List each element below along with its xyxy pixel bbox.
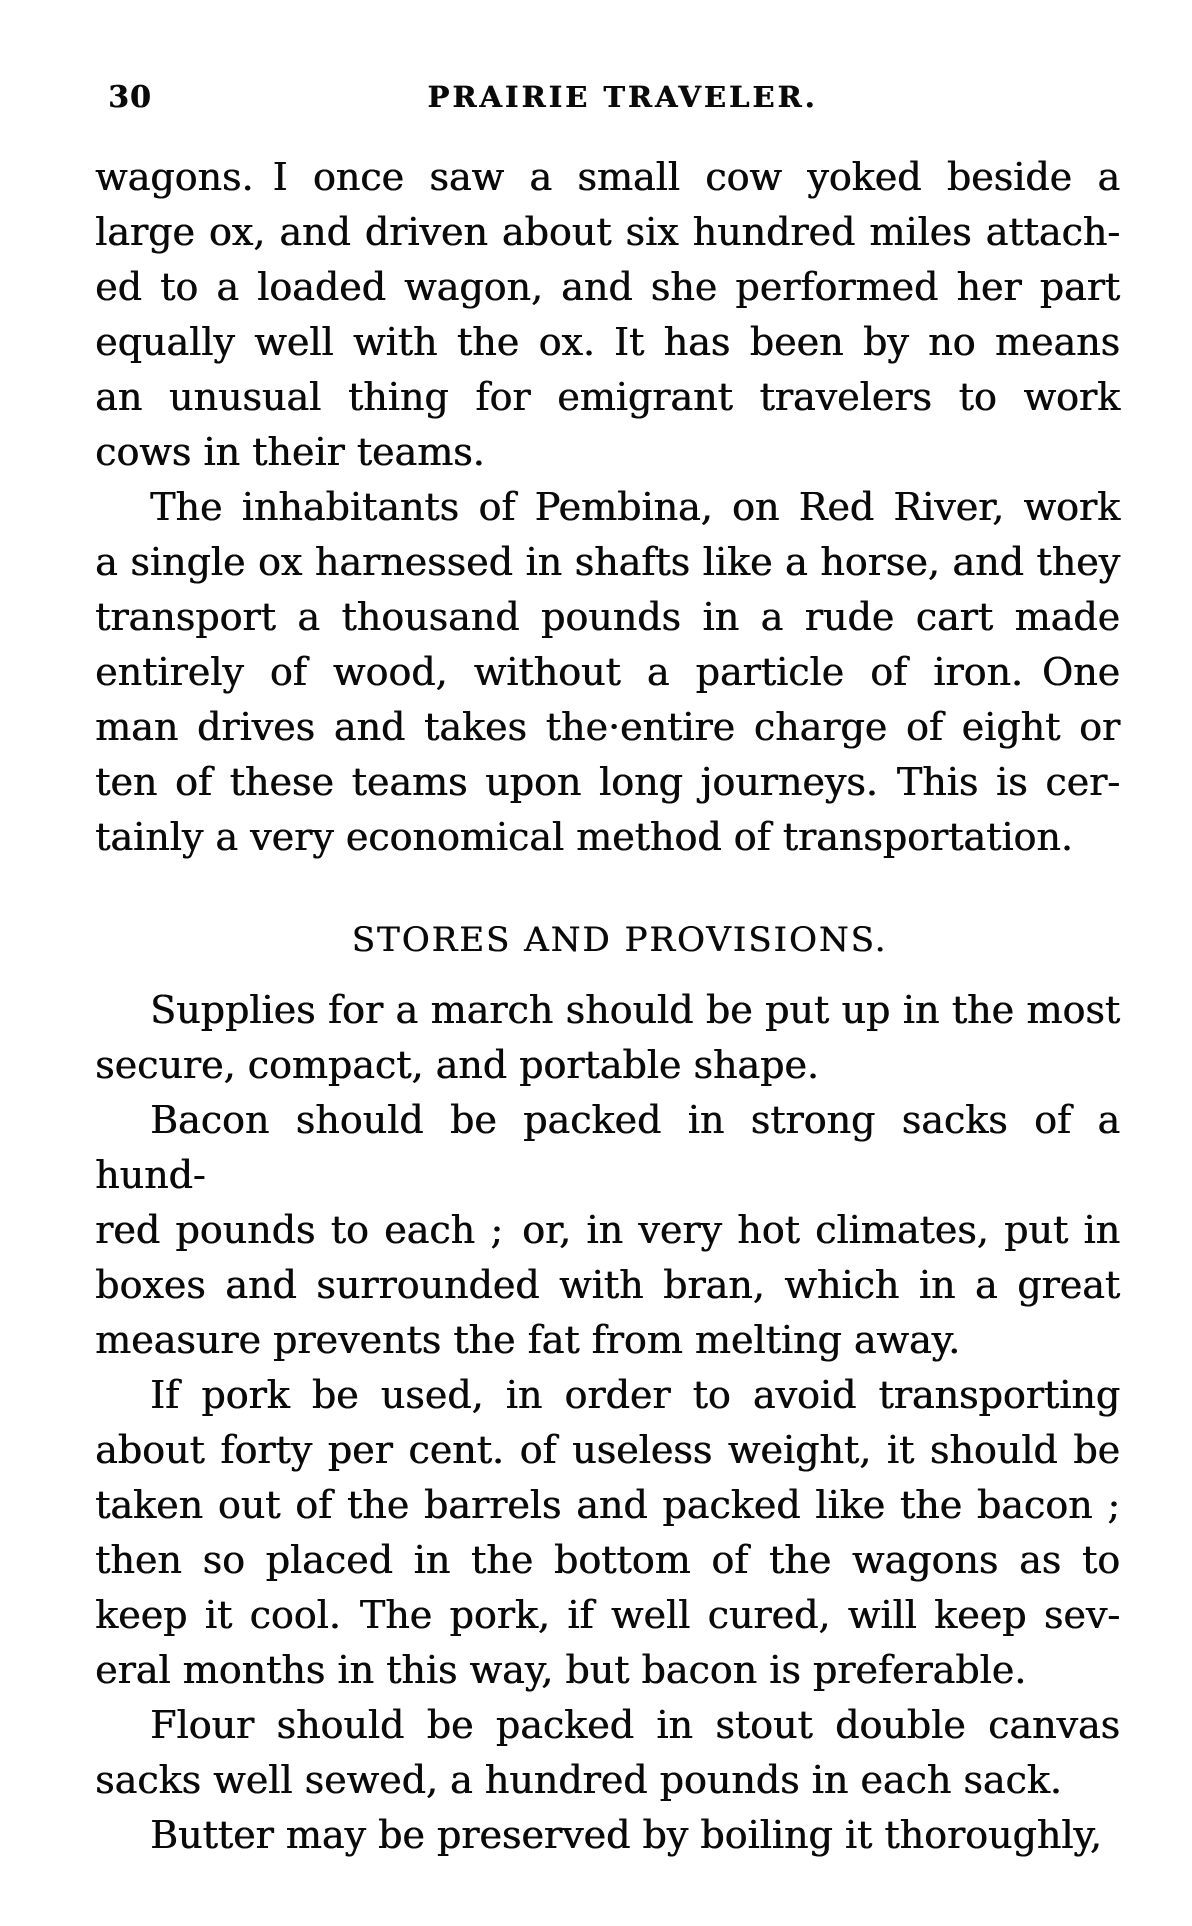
running-title: PRAIRIE TRAVELER. (427, 80, 818, 114)
text-line: tainly a very economical method of transportation. (95, 815, 1073, 859)
text-line: Bacon should be packed in strong sacks of a hund- (95, 1098, 1120, 1197)
text-line: sacks well sewed, a hundred pounds in each sack. (95, 1758, 1062, 1802)
section-heading: STORES AND PROVISIONS. (351, 920, 888, 960)
text-line: secure, compact, and portable shape. (95, 1043, 819, 1087)
page-number: 30 (108, 80, 152, 115)
text-line: Butter may be preserved by boiling it thoroughly, (150, 1813, 1102, 1857)
paragraph (95, 150, 1120, 480)
paragraph (95, 480, 1120, 865)
text-line: taken out of the barrels and packed like the bacon ; (95, 1483, 1120, 1527)
text-line: about forty per cent. of useless weight, it should be (95, 1428, 1120, 1472)
text-line: keep it cool. The pork, if well cured, will keep sev- (95, 1593, 1120, 1637)
text-line: Supplies for a march should be put up in the most (150, 988, 1120, 1032)
paragraph (95, 983, 1120, 1093)
text-line: then so placed in the bottom of the wagons as to (95, 1538, 1120, 1582)
text-line: a single ox harnessed in shafts like a horse, and they (95, 540, 1120, 584)
text-line: ten of these teams upon long journeys. This is cer- (95, 760, 1120, 804)
text-line: measure prevents the fat from melting away. (95, 1318, 961, 1362)
text-line: If pork be used, in order to avoid transporting (150, 1373, 1120, 1417)
page-header (95, 78, 1120, 124)
text-line: cows in their teams. (95, 430, 485, 474)
text-line: Flour should be packed in stout double canvas (150, 1703, 1120, 1747)
paragraph (95, 1093, 1120, 1368)
paragraph (95, 1808, 1120, 1863)
text-line: The inhabitants of Pembina, on Red River, work (150, 485, 1120, 529)
page-body (95, 150, 1120, 1863)
text-line: entirely of wood, without a particle of iron. One (95, 650, 1120, 694)
text-line: transport a thousand pounds in a rude cart made (95, 595, 1120, 639)
text-line: red pounds to each ; or, in very hot climates, put in (95, 1208, 1120, 1252)
text-line: large ox, and driven about six hundred miles attach- (95, 210, 1120, 254)
paragraph (95, 1698, 1120, 1808)
text-line: an unusual thing for emigrant travelers to work (95, 375, 1120, 419)
text-line: wagons. I once saw a small cow yoked beside a (95, 155, 1120, 199)
text-line: eral months in this way, but bacon is preferable. (95, 1648, 1027, 1692)
paragraph (95, 1368, 1120, 1698)
text-line: ed to a loaded wagon, and she performed her part (95, 265, 1120, 309)
text-line: man drives and takes the·entire charge of eight or (95, 705, 1120, 749)
text-line: equally well with the ox. It has been by no means (95, 320, 1120, 364)
text-line: boxes and surrounded with bran, which in a great (95, 1263, 1120, 1307)
